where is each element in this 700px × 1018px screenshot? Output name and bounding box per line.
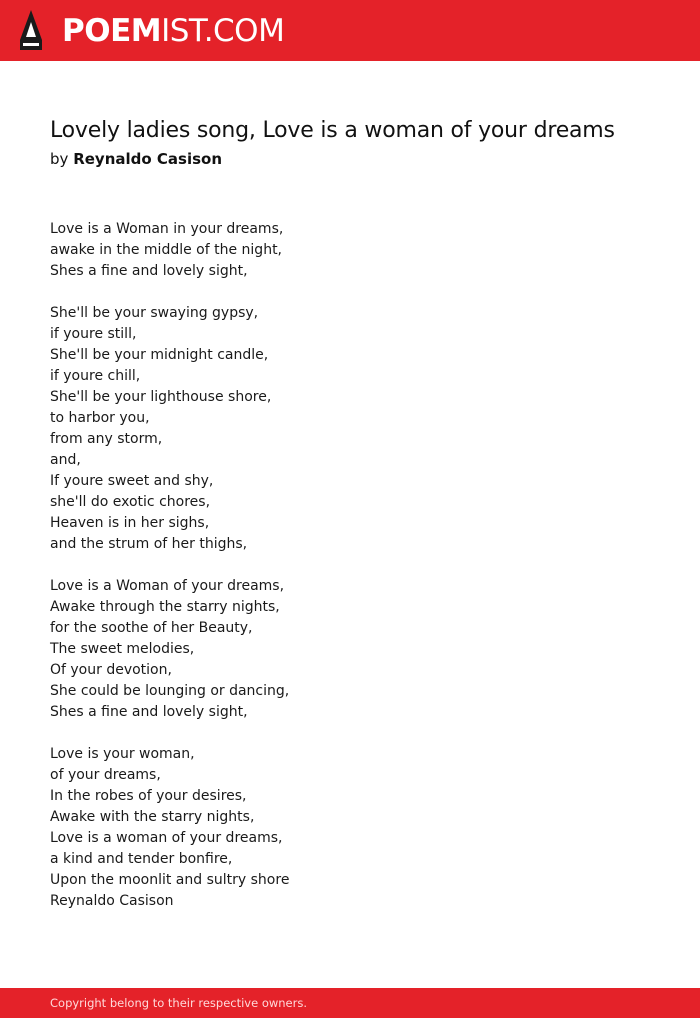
poem-line: Love is your woman,	[50, 746, 195, 762]
poem-line: She could be lounging or dancing,	[50, 683, 290, 699]
poem-line: and,	[50, 452, 81, 468]
poem-line: Awake through the starry nights,	[50, 599, 280, 615]
pencil-tip-icon	[18, 10, 44, 52]
poem-line: Upon the moonlit and sultry shore	[50, 872, 290, 888]
poem-line: She'll be your lighthouse shore,	[50, 389, 272, 405]
poem-line: Love is a Woman in your dreams,	[50, 221, 284, 237]
poem-title: Lovely ladies song, Love is a woman of your dreams	[50, 118, 615, 143]
poem-byline	[50, 149, 222, 169]
poem-line: she'll do exotic chores,	[50, 494, 211, 510]
poem-author[interactable]: Reynaldo Casison	[73, 150, 223, 168]
logo-word-bold: POEM	[62, 13, 162, 49]
poem-line: awake in the middle of the night,	[50, 242, 283, 258]
poem-stanza	[50, 576, 650, 723]
poem-stanza	[50, 219, 650, 282]
poem-line: Love is a Woman of your dreams,	[50, 578, 285, 594]
site-header	[0, 0, 700, 61]
poem-line: a kind and tender bonfire,	[50, 851, 233, 867]
poem-stanza	[50, 303, 650, 555]
poem-line: The sweet melodies,	[50, 641, 195, 657]
site-footer	[0, 988, 700, 1018]
copyright-notice: Copyright belong to their respective owners.	[50, 996, 308, 1010]
poem-line: from any storm,	[50, 431, 163, 447]
poem-line: for the soothe of her Beauty,	[50, 620, 253, 636]
poem-line: if youre chill,	[50, 368, 141, 384]
poem-line: to harbor you,	[50, 410, 150, 426]
poem-line: She'll be your midnight candle,	[50, 347, 269, 363]
poem-line: Reynaldo Casison	[50, 893, 174, 909]
poem-stanza	[50, 744, 650, 912]
poem-line: if youre still,	[50, 326, 137, 342]
poem-line: She'll be your swaying gypsy,	[50, 305, 259, 321]
logo-word-light: IST.COM	[161, 13, 285, 49]
poem-line: Heaven is in her sighs,	[50, 515, 210, 531]
poem-line: Love is a woman of your dreams,	[50, 830, 283, 846]
poem-line: Awake with the starry nights,	[50, 809, 255, 825]
byline-label: by	[50, 150, 69, 168]
poem-line: of your dreams,	[50, 767, 161, 783]
site-logo-text	[62, 12, 284, 50]
poem-line: In the robes of your desires,	[50, 788, 247, 804]
poem-body	[50, 219, 650, 933]
poem-line: Shes a fine and lovely sight,	[50, 704, 248, 720]
poem-line: Of your devotion,	[50, 662, 172, 678]
poem-line: and the strum of her thighs,	[50, 536, 248, 552]
poem-line: If youre sweet and shy,	[50, 473, 214, 489]
poem-line: Shes a fine and lovely sight,	[50, 263, 248, 279]
